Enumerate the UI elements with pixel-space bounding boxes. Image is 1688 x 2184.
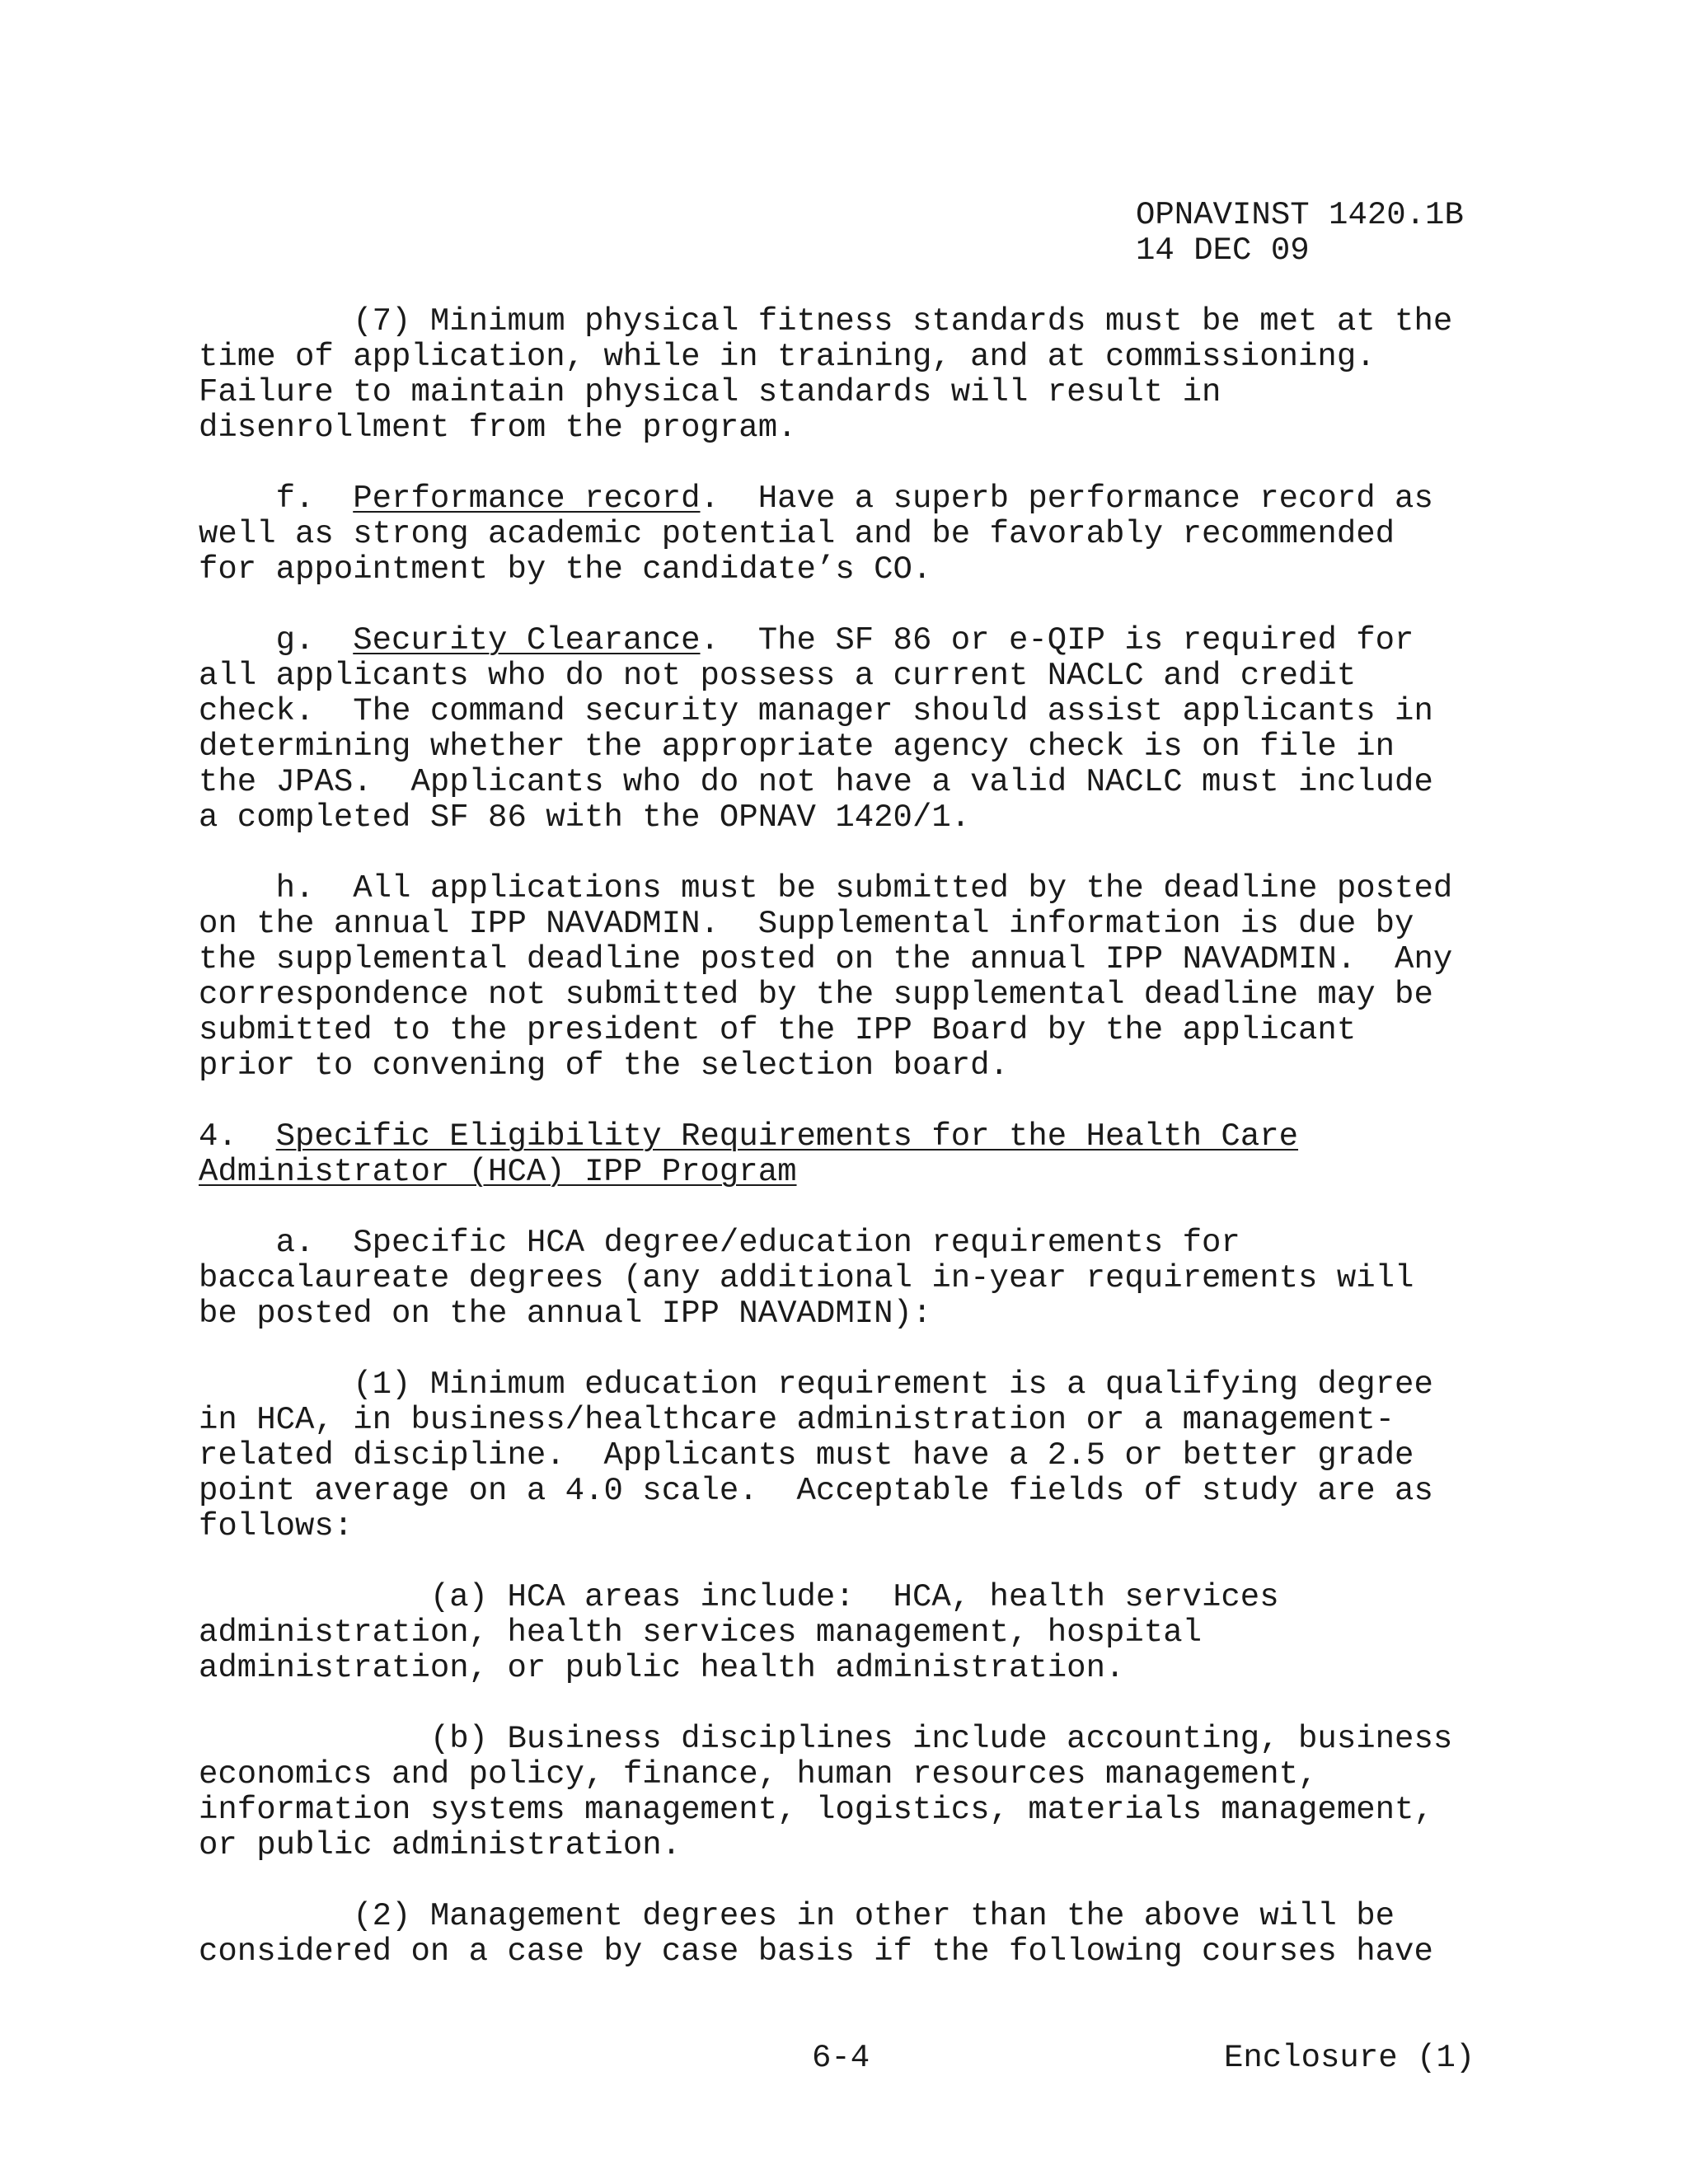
section-heading-continued: Administrator (HCA) IPP Program	[199, 1154, 797, 1190]
paragraph-text: . Have a superb performance record as	[700, 480, 1433, 517]
paragraph-line: (b) Business disciplines include accounting, business	[199, 1721, 1453, 1757]
paragraph-line: disenrollment from the program.	[199, 410, 797, 446]
paragraph-line: well as strong academic potential and be favorably recommended	[199, 516, 1395, 552]
paragraph-line: submitted to the president of the IPP Board by the applicant	[199, 1012, 1357, 1048]
paragraph-line: on the annual IPP NAVADMIN. Supplemental information is due by	[199, 906, 1414, 942]
paragraph-text: . The SF 86 or e-QIP is required for	[700, 622, 1414, 658]
paragraph-line: a. Specific HCA degree/education requirements for	[199, 1225, 1240, 1261]
paragraph-f-first-line	[199, 481, 1433, 517]
paragraph-line: considered on a case by case basis if the following courses have	[199, 1933, 1433, 1970]
paragraph-label: g.	[199, 622, 354, 658]
paragraph-line: or public administration.	[199, 1827, 682, 1863]
section-heading: Security Clearance	[353, 622, 701, 658]
paragraph-line: (7) Minimum physical fitness standards must be met at the	[199, 303, 1453, 340]
instruction-date: 14 DEC 09	[1136, 232, 1310, 269]
paragraph-line: check. The command security manager should assist applicants in	[199, 693, 1433, 729]
paragraph-line: be posted on the annual IPP NAVADMIN):	[199, 1296, 932, 1332]
paragraph-line: follows:	[199, 1508, 354, 1544]
paragraph-line: economics and policy, finance, human resources management,	[199, 1756, 1318, 1793]
paragraph-line: in HCA, in business/healthcare administration or a management-	[199, 1402, 1395, 1438]
paragraph-line: for appointment by the candidate’s CO.	[199, 551, 932, 588]
paragraph-line: baccalaureate degrees (any additional in-year requirements will	[199, 1260, 1414, 1296]
instruction-number: OPNAVINST 1420.1B	[1136, 197, 1464, 233]
paragraph-line: point average on a 4.0 scale. Acceptable fields of study are as	[199, 1473, 1433, 1509]
paragraph-line: h. All applications must be submitted by the deadline posted	[199, 870, 1453, 907]
paragraph-line: prior to convening of the selection board.	[199, 1047, 1009, 1084]
section-heading: Specific Eligibility Requirements for the Health Care	[275, 1118, 1299, 1155]
paragraph-line: the JPAS. Applicants who do not have a valid NACLC must include	[199, 764, 1433, 800]
paragraph-label: f.	[199, 480, 354, 517]
paragraph-line: information systems management, logistics, materials management,	[199, 1792, 1433, 1828]
paragraph-line: Failure to maintain physical standards will result in	[199, 374, 1221, 410]
paragraph-line: (1) Minimum education requirement is a qualifying degree	[199, 1366, 1433, 1403]
paragraph-line: time of application, while in training, and at commissioning.	[199, 339, 1376, 375]
paragraph-line: related discipline. Applicants must have a 2.5 or better grade	[199, 1437, 1414, 1474]
paragraph-line: a completed SF 86 with the OPNAV 1420/1.	[199, 799, 971, 836]
paragraph-g-first-line	[199, 623, 1414, 658]
paragraph-line: the supplemental deadline posted on the annual IPP NAVADMIN. Any	[199, 941, 1453, 977]
section-number: 4.	[199, 1118, 276, 1155]
paragraph-line: (a) HCA areas include: HCA, health services	[199, 1579, 1279, 1615]
paragraph-line: administration, or public health administration.	[199, 1650, 1125, 1686]
paragraph-line: all applicants who do not possess a current NACLC and credit	[199, 658, 1357, 694]
paragraph-line: (2) Management degrees in other than the above will be	[199, 1898, 1395, 1934]
section-heading: Performance record	[353, 480, 701, 517]
enclosure-label: Enclosure (1)	[1224, 2040, 1475, 2076]
paragraph-line: correspondence not submitted by the supplemental deadline may be	[199, 977, 1433, 1013]
page-number: 6-4	[812, 2040, 870, 2076]
paragraph-line: administration, health services management, hospital	[199, 1615, 1202, 1651]
section-4-heading	[199, 1119, 1298, 1155]
paragraph-line: determining whether the appropriate agency check is on file in	[199, 729, 1395, 765]
